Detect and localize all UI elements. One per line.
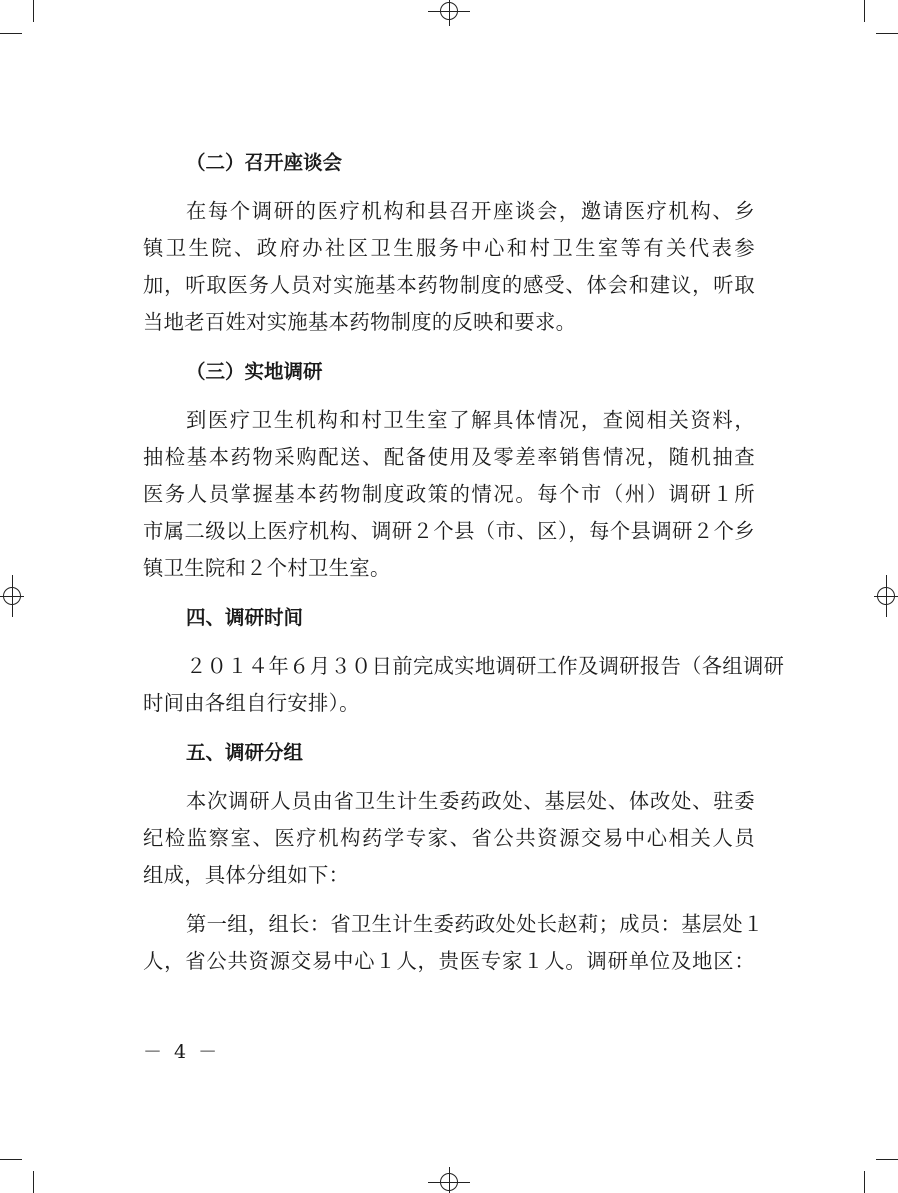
- paragraph-line: 当地老百姓对实施基本药物制度的反映和要求。: [143, 310, 577, 334]
- paragraph-line: 镇卫生院和２个村卫生室。: [143, 556, 391, 580]
- section-groups: [143, 734, 764, 980]
- paragraph-line: 加，听取医务人员对实施基本药物制度的感受、体会和建议，听取: [143, 273, 755, 297]
- section-heading: 五、调研分组: [186, 741, 304, 764]
- paragraph-line: 人，省公共资源交易中心１人，贵医专家１人。调研单位及地区：: [143, 949, 755, 973]
- section-meeting: [143, 144, 755, 353]
- paragraph-line: 在每个调研的医疗机构和县召开座谈会，邀请医疗机构、乡: [186, 199, 755, 223]
- section-field-research: [143, 353, 755, 599]
- section-paragraph: [143, 783, 755, 894]
- section-heading: 四、调研时间: [186, 606, 304, 629]
- section-heading: （二）召开座谈会: [186, 151, 343, 174]
- group-one-paragraph: [143, 906, 764, 980]
- section-heading: （三）实地调研: [186, 360, 323, 383]
- page-number: － 4 －: [143, 1041, 221, 1063]
- section-paragraph: [143, 193, 755, 341]
- paragraph-line: 医务人员掌握基本药物制度政策的情况。每个市（州）调研１所: [143, 482, 755, 506]
- paragraph-line: ２０１４年６月３０日前完成实地调研工作及调研报告（各组调研: [186, 654, 785, 678]
- document-body: [143, 144, 785, 980]
- paragraph-line: 本次调研人员由省卫生计生委药政处、基层处、体改处、驻委: [186, 789, 755, 813]
- paragraph-line: 时间由各组自行安排）。: [143, 691, 360, 715]
- section-paragraph: [143, 402, 755, 587]
- paragraph-line: 到医疗卫生机构和村卫生室了解具体情况，查阅相关资料，: [186, 408, 755, 432]
- paragraph-line: 市属二级以上医疗机构、调研２个县（市、区），每个县调研２个乡: [143, 519, 755, 543]
- section-schedule: [143, 599, 785, 734]
- paragraph-line: 第一组，组长：省卫生计生委药政处处长赵莉；成员：基层处１: [186, 912, 764, 936]
- paragraph-line: 纪检监察室、医疗机构药学专家、省公共资源交易中心相关人员: [143, 826, 755, 850]
- section-paragraph: [143, 648, 785, 722]
- paragraph-line: 镇卫生院、政府办社区卫生服务中心和村卫生室等有关代表参: [143, 236, 755, 260]
- paragraph-line: 抽检基本药物采购配送、配备使用及零差率销售情况，随机抽查: [143, 445, 755, 469]
- paragraph-line: 组成，具体分组如下：: [143, 863, 350, 887]
